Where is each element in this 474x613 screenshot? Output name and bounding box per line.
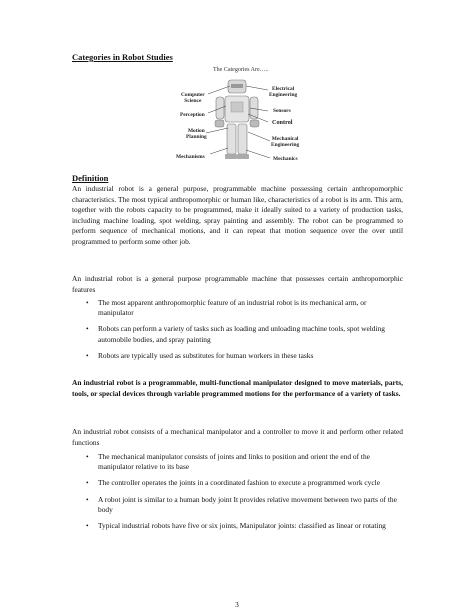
- label-mechanical-engineering: Mechanical Engineering: [271, 136, 300, 148]
- label-sensors: Sensors: [273, 108, 291, 114]
- list-item: • Robots are typically used as substitutes for human workers in these tasks: [86, 350, 314, 360]
- label-electrical-engineering: Electrical Engineering: [269, 86, 298, 98]
- figure-caption: The Categories Are…..: [213, 67, 269, 73]
- bullet-icon: •: [86, 452, 89, 461]
- list-item: • The mechanical manipulator consists of joints and links to position and orient the end of the manipulator relative to its base: [86, 452, 370, 472]
- label-control: Control: [272, 119, 293, 126]
- bullet-icon: •: [86, 478, 89, 488]
- bullet-icon: •: [86, 494, 89, 504]
- section-heading: Categories in Robot Studies: [72, 52, 173, 62]
- definition-title: Definition: [72, 173, 109, 183]
- features-bullet-list: [72, 298, 403, 367]
- bullet-icon: •: [86, 324, 89, 334]
- label-motion-planning: Motion Planning: [186, 128, 207, 140]
- bullet-icon: •: [86, 350, 89, 360]
- bold-definition-paragraph: An industrial robot is a programmable, multi-functional manipulator designed to move materials, parts, tools, or special devices through variable programmed motions for the performance of a variety of tasks.: [72, 378, 403, 398]
- paragraph-definition: An industrial robot is a general purpose, programmable machine possessing certain anthropomorphic characteristics. The most typical anthropomorphic or human like, characteristics of a robot is its arm. This arm, together with the robots capacity to be programmed, make it ideally suited to a variety of production tasks, including machine loading, spot welding, spray painting and assembly. The robot can be programmed to perform sequence of mechanical motions, and it can repeat that motion sequence over the over until programmed to perform some other job.: [72, 184, 403, 246]
- label-mechanics: Mechanics: [273, 156, 298, 162]
- bullet-icon: •: [86, 298, 89, 307]
- list-item: • A robot joint is similar to a human body joint It provides relative movement between two parts of the body: [86, 494, 397, 514]
- page-number: 3: [235, 600, 239, 609]
- robot-categories-figure: [176, 66, 300, 164]
- list-item: • The most apparent anthropomorphic feature of an industrial robot is its mechanical arm, or manipulator: [86, 298, 367, 318]
- list-item: • The controller operates the joints in a coordinated fashion to execute a programmed work cycle: [86, 478, 380, 488]
- list-item: • Typical industrial robots have five or six joints, Manipulator joints: classified as linear or rotating: [86, 521, 386, 531]
- list-item: • Robots can perform a variety of tasks such as loading and unloading machine tools, spot welding automobile bodies, and spray painting: [86, 324, 385, 344]
- label-mechanisms: Mechanisms: [176, 154, 205, 160]
- paragraph-features-intro: An industrial robot is a general purpose programmable machine that possesses certain anthropomorphic features: [72, 274, 403, 294]
- paragraph-components-intro: An industrial robot consists of a mechanical manipulator and a controller to move it and perform other related functions: [72, 427, 403, 447]
- label-perception: Perception: [180, 112, 205, 118]
- bullet-icon: •: [86, 521, 89, 531]
- label-computer-science: Computer Science: [181, 92, 205, 104]
- components-bullet-list: [72, 452, 403, 537]
